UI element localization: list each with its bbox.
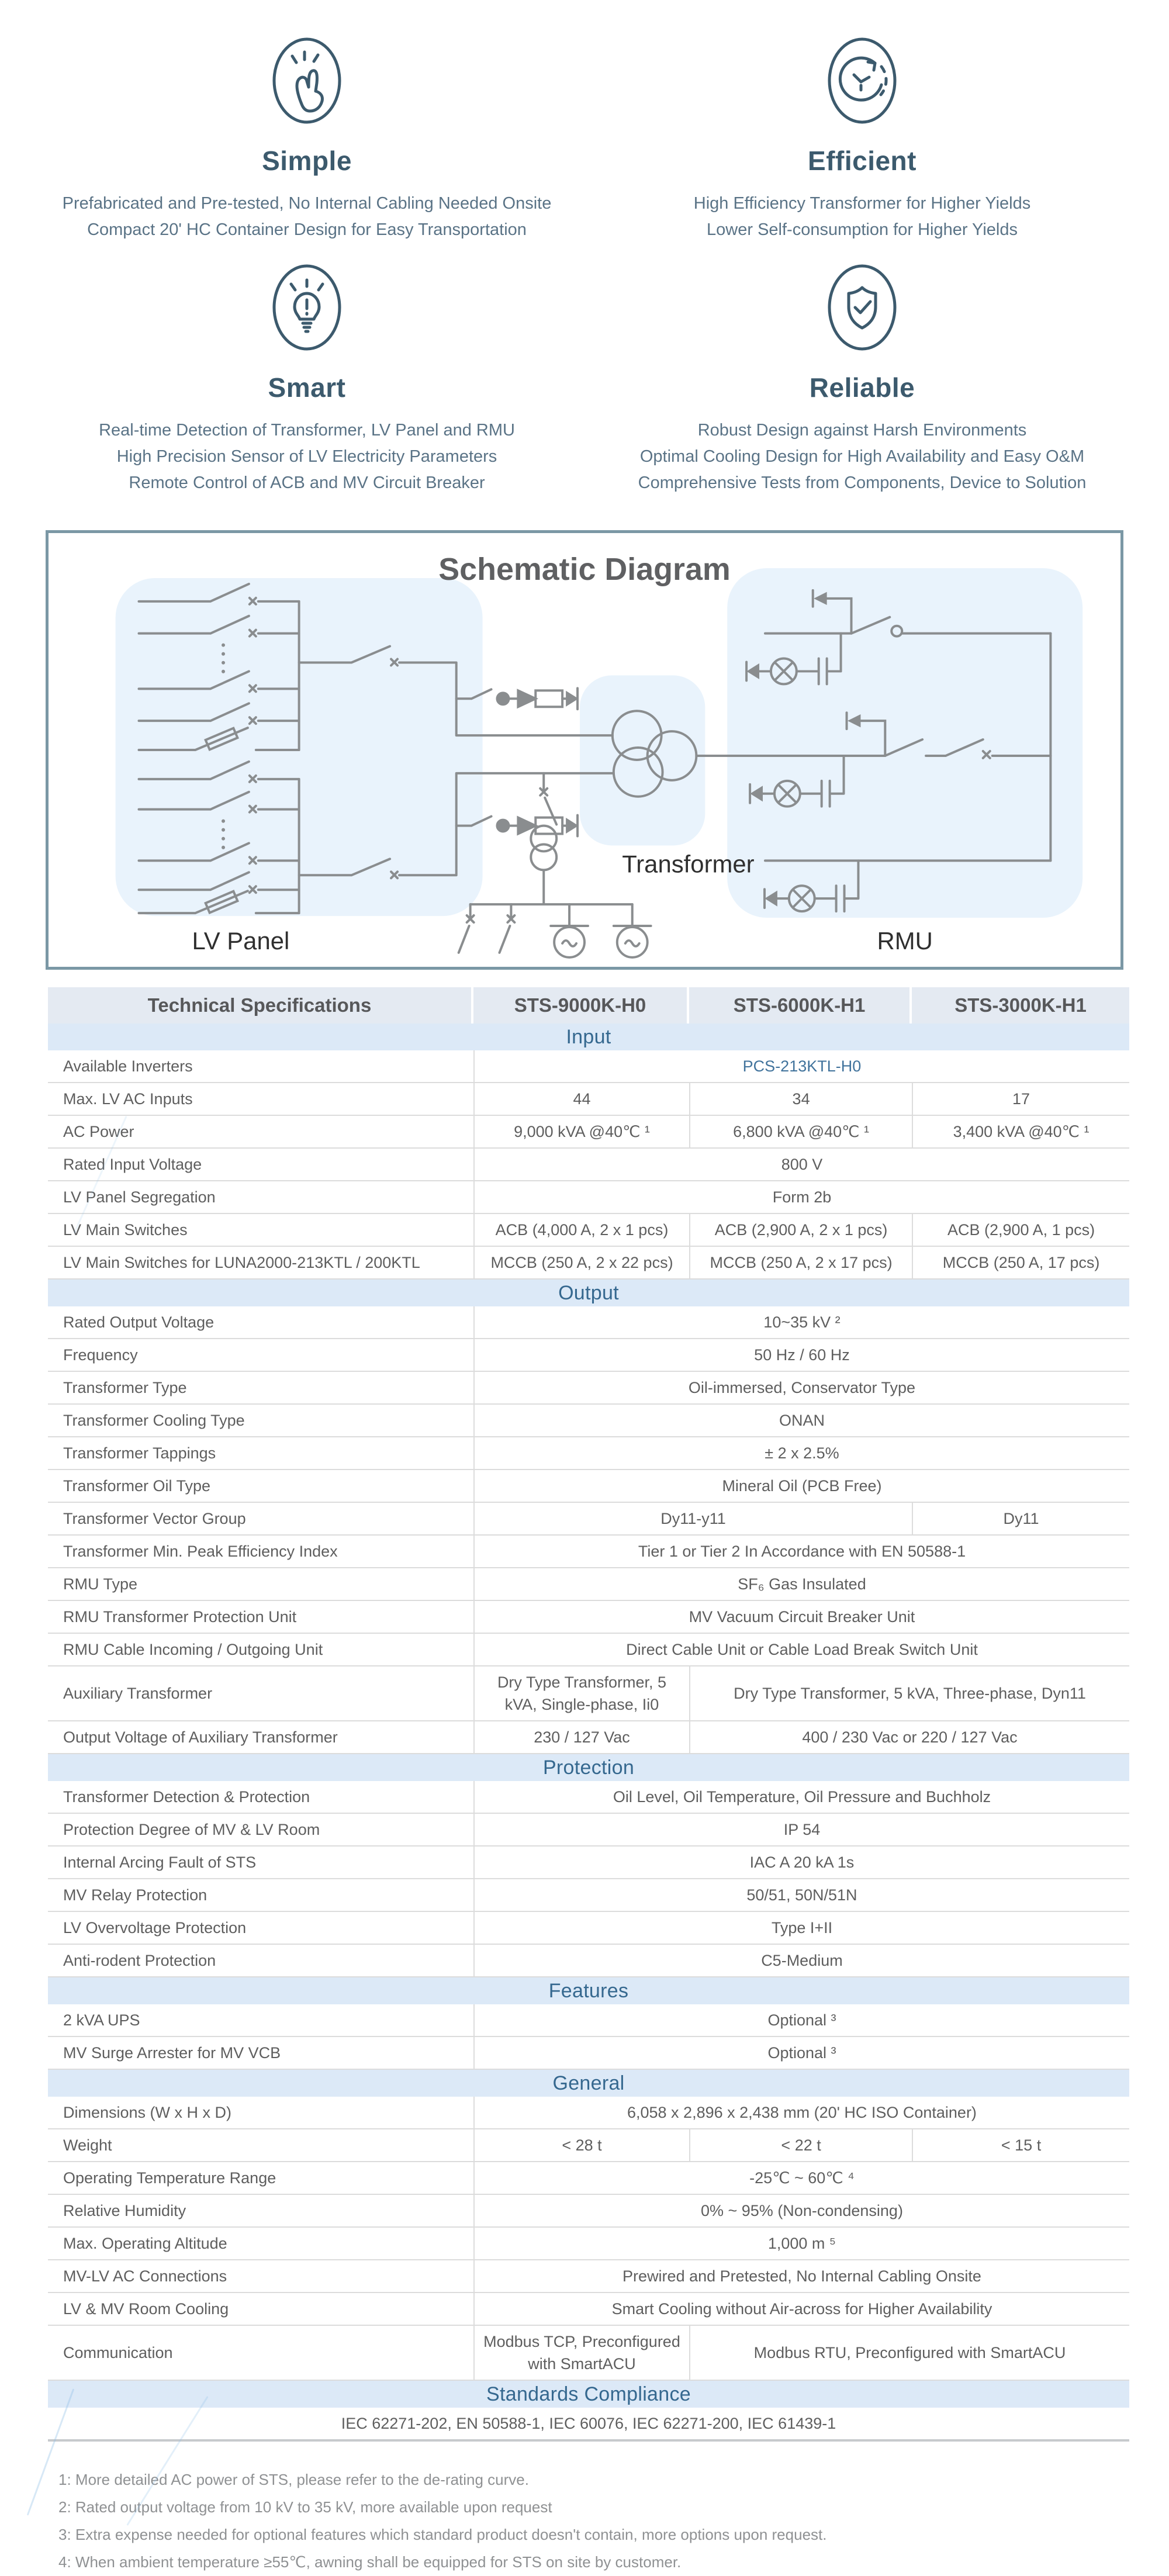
spec-label: LV Main Switches for LUNA2000-213KTL / 200KTL — [63, 1254, 420, 1271]
spec-value: Tier 1 or Tier 2 In Accordance with EN 50588-1 — [473, 1536, 1129, 1567]
shield-check-icon — [584, 263, 1140, 352]
spec-row — [48, 1083, 1129, 1116]
section-header: Input — [48, 1024, 1129, 1050]
spec-label: MV Surge Arrester for MV VCB — [63, 2044, 281, 2062]
spec-label: RMU Type — [63, 1575, 138, 1593]
spec-row — [48, 2162, 1129, 2195]
lightbulb-icon — [29, 263, 584, 352]
spec-value: Form 2b — [473, 1181, 1129, 1213]
spec-label: Transformer Tappings — [63, 1444, 216, 1462]
spec-row — [48, 1503, 1129, 1536]
feature-title: Simple — [262, 146, 352, 176]
feature-line: Compact 20' HC Container Design for Easy Transportation — [87, 220, 527, 239]
spec-value: Modbus RTU, Preconfigured with SmartACU — [689, 2326, 1129, 2380]
spec-value: 3,400 kVA @40℃ ¹ — [912, 1116, 1129, 1147]
efficiency-clock-icon — [584, 36, 1140, 125]
feature-line: High Efficiency Transformer for Higher Yields — [693, 194, 1031, 213]
section-header: Output — [48, 1280, 1129, 1306]
model-column-header: STS-6000K-H1 — [689, 987, 912, 1024]
spec-value: Modbus TCP, Preconfigured with SmartACU — [473, 2326, 689, 2380]
spec-value: Dy11 — [912, 1503, 1129, 1534]
spec-label: Output Voltage of Auxiliary Transformer — [63, 1728, 338, 1746]
spec-value: Dry Type Transformer, 5 kVA, Single-phase, Ii0 — [473, 1666, 689, 1720]
transformer-zone — [580, 675, 705, 845]
feature-line: Lower Self-consumption for Higher Yields — [707, 220, 1018, 239]
spec-label: Rated Input Voltage — [63, 1156, 202, 1173]
spec-row — [48, 2228, 1129, 2260]
spec-value: IP 54 — [473, 1814, 1129, 1845]
footnote: 2: Rated output voltage from 10 kV to 35 kV, more available upon request — [58, 2498, 552, 2516]
spec-label: Transformer Detection & Protection — [63, 1788, 310, 1806]
spec-value: < 28 t — [473, 2129, 689, 2161]
spec-row — [48, 2129, 1129, 2162]
spec-row — [48, 2408, 1129, 2442]
spec-value: < 15 t — [912, 2129, 1129, 2161]
feature-lines — [584, 191, 1140, 243]
section-header: Features — [48, 1977, 1129, 2004]
spec-row — [48, 1634, 1129, 1666]
spec-value: 50/51, 50N/51N — [473, 1879, 1129, 1911]
spec-value: Direct Cable Unit or Cable Load Break Switch Unit — [473, 1634, 1129, 1665]
spec-row — [48, 2004, 1129, 2037]
spec-value: Optional ³ — [473, 2037, 1129, 2069]
spec-value: 1,000 m ⁵ — [473, 2228, 1129, 2259]
footnotes — [58, 2466, 1169, 2576]
spec-label: LV Main Switches — [63, 1221, 188, 1239]
feature-lines — [29, 191, 584, 243]
feature-smart — [29, 263, 584, 496]
spec-row — [48, 1847, 1129, 1879]
spec-value: MCCB (250 A, 2 x 17 pcs) — [689, 1247, 912, 1278]
spec-table — [48, 987, 1129, 2442]
spec-value: IAC A 20 kA 1s — [473, 1847, 1129, 1878]
spec-row — [48, 2326, 1129, 2381]
spec-value: ± 2 x 2.5% — [473, 1437, 1129, 1469]
spec-value: ACB (2,900 A, 2 x 1 pcs) — [689, 1214, 912, 1246]
spec-value: 44 — [473, 1083, 689, 1115]
spec-value: 0% ~ 95% (Non-condensing) — [473, 2195, 1129, 2226]
schematic-diagram — [46, 530, 1123, 970]
spec-label: Communication — [63, 2344, 173, 2361]
section-header: General — [48, 2070, 1129, 2097]
spec-value: 9,000 kVA @40℃ ¹ — [473, 1116, 689, 1147]
spec-row — [48, 1372, 1129, 1405]
spec-value: -25℃ ~ 60℃ ⁴ — [473, 2162, 1129, 2194]
spec-value: Optional ³ — [473, 2004, 1129, 2036]
spec-value: 17 — [912, 1083, 1129, 1115]
feature-title: Reliable — [809, 372, 915, 403]
spec-value: Prewired and Pretested, No Internal Cabling Onsite — [473, 2260, 1129, 2292]
spec-value: Dy11-y11 — [473, 1503, 912, 1534]
spec-label: Max. Operating Altitude — [63, 2235, 227, 2252]
footnote: 1: More detailed AC power of STS, please refer to the de-rating curve. — [58, 2471, 529, 2488]
spec-label: Transformer Oil Type — [63, 1477, 211, 1495]
spec-value: 6,058 x 2,896 x 2,438 mm (20' HC ISO Container) — [473, 2097, 1129, 2128]
spec-value: ONAN — [473, 1405, 1129, 1436]
spec-row — [48, 1181, 1129, 1214]
spec-value: 50 Hz / 60 Hz — [473, 1339, 1129, 1371]
spec-value: 800 V — [473, 1149, 1129, 1180]
spec-row — [48, 1470, 1129, 1503]
spec-label: LV Overvoltage Protection — [63, 1919, 247, 1937]
spec-row — [48, 1116, 1129, 1149]
spec-value: ACB (4,000 A, 2 x 1 pcs) — [473, 1214, 689, 1246]
spec-row — [48, 2195, 1129, 2228]
spec-row — [48, 2097, 1129, 2129]
spec-label: MV-LV AC Connections — [63, 2267, 227, 2285]
spec-label: Transformer Vector Group — [63, 1510, 246, 1527]
spec-row — [48, 1568, 1129, 1601]
spec-value: C5-Medium — [473, 1945, 1129, 1976]
spec-label: Operating Temperature Range — [63, 2169, 276, 2187]
feature-line: Remote Control of ACB and MV Circuit Breaker — [129, 473, 485, 492]
spec-value: SF₆ Gas Insulated — [473, 1568, 1129, 1600]
spec-row — [48, 1912, 1129, 1945]
spec-row — [48, 1814, 1129, 1847]
spec-value: 230 / 127 Vac — [473, 1721, 689, 1753]
spec-label: Dimensions (W x H x D) — [63, 2104, 232, 2121]
spec-value: Oil-immersed, Conservator Type — [473, 1372, 1129, 1403]
spec-label: LV & MV Room Cooling — [63, 2300, 229, 2318]
spec-value: Mineral Oil (PCB Free) — [473, 1470, 1129, 1502]
spec-row — [48, 1945, 1129, 1977]
spec-row — [48, 1050, 1129, 1083]
feature-efficient — [584, 36, 1140, 243]
spec-table-title: Technical Specifications — [48, 987, 473, 1024]
spec-label: Protection Degree of MV & LV Room — [63, 1821, 320, 1838]
feature-line: Prefabricated and Pre-tested, No Internal Cabling Needed Onsite — [62, 194, 552, 213]
spec-row — [48, 1536, 1129, 1568]
spec-row — [48, 1247, 1129, 1280]
footnote: 3: Extra expense needed for optional features which standard product doesn't contain, more options upon request. — [58, 2526, 827, 2543]
rmu-zone — [727, 568, 1082, 918]
spec-value: 400 / 230 Vac or 220 / 127 Vac — [689, 1721, 1129, 1753]
spec-label: Rated Output Voltage — [63, 1313, 215, 1331]
feature-highlights — [29, 0, 1140, 496]
spec-label: Transformer Cooling Type — [63, 1412, 245, 1429]
spec-value: 34 — [689, 1083, 912, 1115]
spec-table-header-row — [48, 987, 1129, 1024]
spec-label: RMU Cable Incoming / Outgoing Unit — [63, 1641, 323, 1658]
spec-row — [48, 2037, 1129, 2070]
feature-line: Comprehensive Tests from Components, Device to Solution — [638, 473, 1087, 492]
spec-row — [48, 2260, 1129, 2293]
rmu-label: RMU — [877, 926, 933, 955]
spec-label: RMU Transformer Protection Unit — [63, 1608, 297, 1626]
spec-value: MCCB (250 A, 17 pcs) — [912, 1247, 1129, 1278]
spec-row — [48, 1306, 1129, 1339]
spec-row — [48, 1601, 1129, 1634]
section-header: Protection — [48, 1754, 1129, 1781]
section-header: Standards Compliance — [48, 2381, 1129, 2408]
footnote: 4: When ambient temperature ≥55℃, awning shall be equipped for STS on site by customer. — [58, 2553, 682, 2571]
feature-simple — [29, 36, 584, 243]
spec-label: Internal Arcing Fault of STS — [63, 1854, 257, 1871]
spec-value: IEC 62271-202, EN 50588-1, IEC 60076, IEC 62271-200, IEC 61439-1 — [341, 2415, 836, 2432]
spec-label: Relative Humidity — [63, 2202, 186, 2219]
spec-label: Available Inverters — [63, 1057, 193, 1075]
spec-value: PCS-213KTL-H0 — [473, 1050, 1129, 1082]
spec-row — [48, 1149, 1129, 1181]
spec-value: MV Vacuum Circuit Breaker Unit — [473, 1601, 1129, 1633]
feature-line: Optimal Cooling Design for High Availability and Easy O&M — [639, 447, 1085, 466]
spec-value: Dry Type Transformer, 5 kVA, Three-phase, Dyn11 — [689, 1666, 1129, 1720]
feature-lines — [29, 417, 584, 496]
spec-label: Frequency — [63, 1346, 138, 1364]
spec-value: Smart Cooling without Air-across for Higher Availability — [473, 2293, 1129, 2325]
spec-value: MCCB (250 A, 2 x 22 pcs) — [473, 1247, 689, 1278]
spec-row — [48, 1405, 1129, 1437]
spec-row — [48, 1339, 1129, 1372]
spec-row — [48, 1781, 1129, 1814]
model-column-header: STS-3000K-H1 — [912, 987, 1129, 1024]
feature-line: Robust Design against Harsh Environments — [697, 421, 1027, 440]
spec-label: LV Panel Segregation — [63, 1188, 216, 1206]
spec-value: 10~35 kV ² — [473, 1306, 1129, 1338]
spec-value: 6,800 kVA @40℃ ¹ — [689, 1116, 912, 1147]
lv-panel-label: LV Panel — [192, 926, 290, 955]
spec-value: ACB (2,900 A, 1 pcs) — [912, 1214, 1129, 1246]
spec-label: MV Relay Protection — [63, 1886, 207, 1904]
spec-label: Auxiliary Transformer — [63, 1685, 213, 1702]
spec-row — [48, 1666, 1129, 1721]
snap-finger-icon — [29, 36, 584, 125]
spec-label: AC Power — [63, 1123, 134, 1140]
spec-label: Transformer Type — [63, 1379, 187, 1396]
model-column-header: STS-9000K-H0 — [473, 987, 689, 1024]
spec-row — [48, 1879, 1129, 1912]
feature-reliable — [584, 263, 1140, 496]
spec-row — [48, 1437, 1129, 1470]
schematic-title: Schematic Diagram — [438, 551, 731, 587]
spec-row — [48, 2293, 1129, 2326]
spec-value: Oil Level, Oil Temperature, Oil Pressure and Buchholz — [473, 1781, 1129, 1813]
feature-title: Smart — [268, 372, 346, 403]
feature-line: High Precision Sensor of LV Electricity Parameters — [116, 447, 497, 466]
feature-title: Efficient — [808, 146, 916, 176]
spec-row — [48, 1214, 1129, 1247]
spec-value: < 22 t — [689, 2129, 912, 2161]
spec-label: Anti-rodent Protection — [63, 1952, 216, 1969]
spec-row — [48, 1721, 1129, 1754]
spec-value: Type I+II — [473, 1912, 1129, 1944]
spec-label: 2 kVA UPS — [63, 2011, 140, 2029]
feature-lines — [584, 417, 1140, 496]
spec-label: Weight — [63, 2136, 112, 2154]
spec-label: Max. LV AC Inputs — [63, 1090, 193, 1108]
transformer-label: Transformer — [622, 850, 755, 878]
feature-line: Real-time Detection of Transformer, LV Panel and RMU — [99, 421, 515, 440]
spec-label: Transformer Min. Peak Efficiency Index — [63, 1543, 338, 1560]
